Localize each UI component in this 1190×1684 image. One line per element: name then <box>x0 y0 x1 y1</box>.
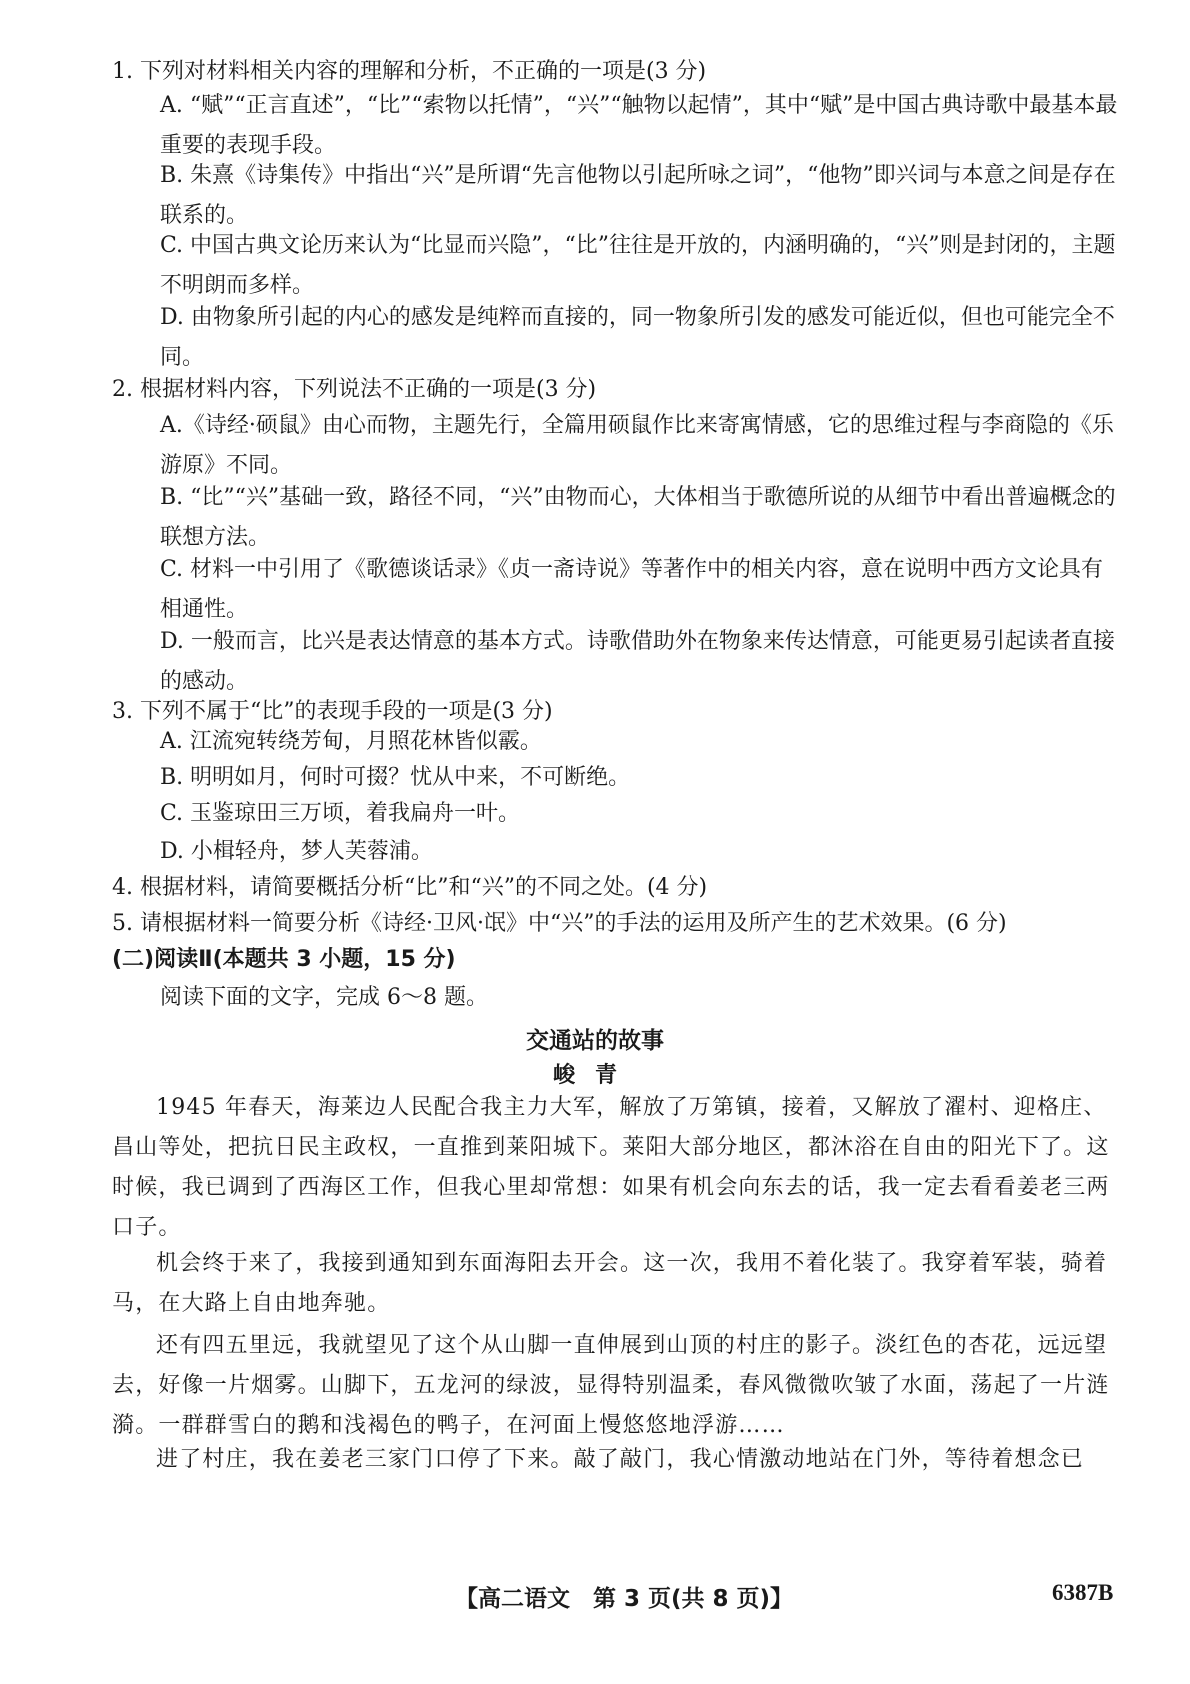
question-2-option-c: C. 材料一中引用了《歌德谈话录》《贞一斋诗说》等著作中的相关内容，意在说明中西方文论具有相通性。 <box>160 557 1104 622</box>
footer-paper-code: 6387B <box>1052 1580 1114 1605</box>
question-1-option-b: B. 朱熹《诗集传》中指出“兴”是所谓“先言他物以引起所咏之词”，“他物”即兴词与本意之间是存在联系的。 <box>160 163 1116 228</box>
story-title: 交通站的故事 <box>526 1028 664 1054</box>
question-1-stem: 1. 下列对材料相关内容的理解和分析，不正确的一项是(3 分) <box>112 59 707 84</box>
question-3-option-d: D. 小楫轻舟，梦人芙蓉浦。 <box>160 839 433 864</box>
question-1-option-d: D. 由物象所引起的内心的感发是纯粹而直接的，同一物象所引发的感发可能近似，但也可能完全不同。 <box>160 305 1115 370</box>
question-1-option-c: C. 中国古典文论历来认为“比显而兴隐”，“比”往往是开放的，内涵明确的，“兴”则是封闭的，主题不明朗而多样。 <box>160 233 1116 298</box>
question-3-stem: 3. 下列不属于“比”的表现手段的一项是(3 分) <box>112 699 553 724</box>
section-2-instruction: 阅读下面的文字，完成 6～8 题。 <box>160 985 488 1010</box>
question-2-option-b: B. “比”“兴”基础一致，路径不同，“兴”由物而心，大体相当于歌德所说的从细节中看出普遍概念的联想方法。 <box>160 485 1116 550</box>
section-2-heading: (二)阅读Ⅱ(本题共 3 小题，15 分) <box>112 947 456 972</box>
question-2-option-d: D. 一般而言，比兴是表达情意的基本方式。诗歌借助外在物象来传达情意，可能更易引起读者直接的感动。 <box>160 629 1115 694</box>
story-paragraph-3: 还有四五里远，我就望见了这个从山脚一直伸展到山顶的村庄的影子。淡红色的杏花，远远望去，好像一片烟雾。山脚下，五龙河的绿波，显得特别温柔，春风微微吹皱了水面，荡起了一片涟漪。一群群雪白的鹅和浅褐色的鸭子，在河面上慢悠悠地浮游…… <box>112 1333 1110 1438</box>
question-2-stem: 2. 根据材料内容，下列说法不正确的一项是(3 分) <box>112 377 597 402</box>
question-3-option-c: C. 玉鉴琼田三万顷，着我扁舟一叶。 <box>160 801 521 826</box>
question-3-option-b: B. 明明如月，何时可掇？忧从中来，不可断绝。 <box>160 765 631 790</box>
story-paragraph-2: 机会终于来了，我接到通知到东面海阳去开会。这一次，我用不着化装了。我穿着军装，骑着马，在大路上自由地奔驰。 <box>112 1251 1108 1316</box>
question-2-option-a: A.《诗经·硕鼠》由心而物，主题先行，全篇用硕鼠作比来寄寓情感，它的思维过程与李商隐的《乐游原》不同。 <box>160 413 1114 478</box>
question-4: 4. 根据材料，请简要概括分析“比”和“兴”的不同之处。(4 分) <box>112 875 708 900</box>
footer-page-info: 【高二语文 第 3 页(共 8 页)】 <box>455 1586 794 1612</box>
story-paragraph-4: 进了村庄，我在姜老三家门口停了下来。敲了敲门，我心情激动地站在门外，等待着想念已 <box>156 1447 1085 1472</box>
story-paragraph-1: 1945 年春天，海莱边人民配合我主力大军，解放了万第镇，接着，又解放了濯村、迎格庄、昌山等处，把抗日民主政权，一直推到莱阳城下。莱阳大部分地区，都沐浴在自由的阳光下了。这时候，我已调到了西海区工作，但我心里却常想：如果有机会向东去的话，我一定去看看姜老三两口子。 <box>112 1095 1110 1240</box>
question-1-option-a: A. “赋”“正言直述”，“比”“索物以托情”，“兴”“触物以起情”，其中“赋”是中国古典诗歌中最基本最重要的表现手段。 <box>160 93 1118 158</box>
question-5: 5. 请根据材料一简要分析《诗经·卫风·氓》中“兴”的手法的运用及所产生的艺术效果。(6 分) <box>112 911 1007 936</box>
question-3-option-a: A. 江流宛转绕芳甸，月照花林皆似霰。 <box>160 729 542 754</box>
story-author: 峻青 <box>552 1063 637 1088</box>
